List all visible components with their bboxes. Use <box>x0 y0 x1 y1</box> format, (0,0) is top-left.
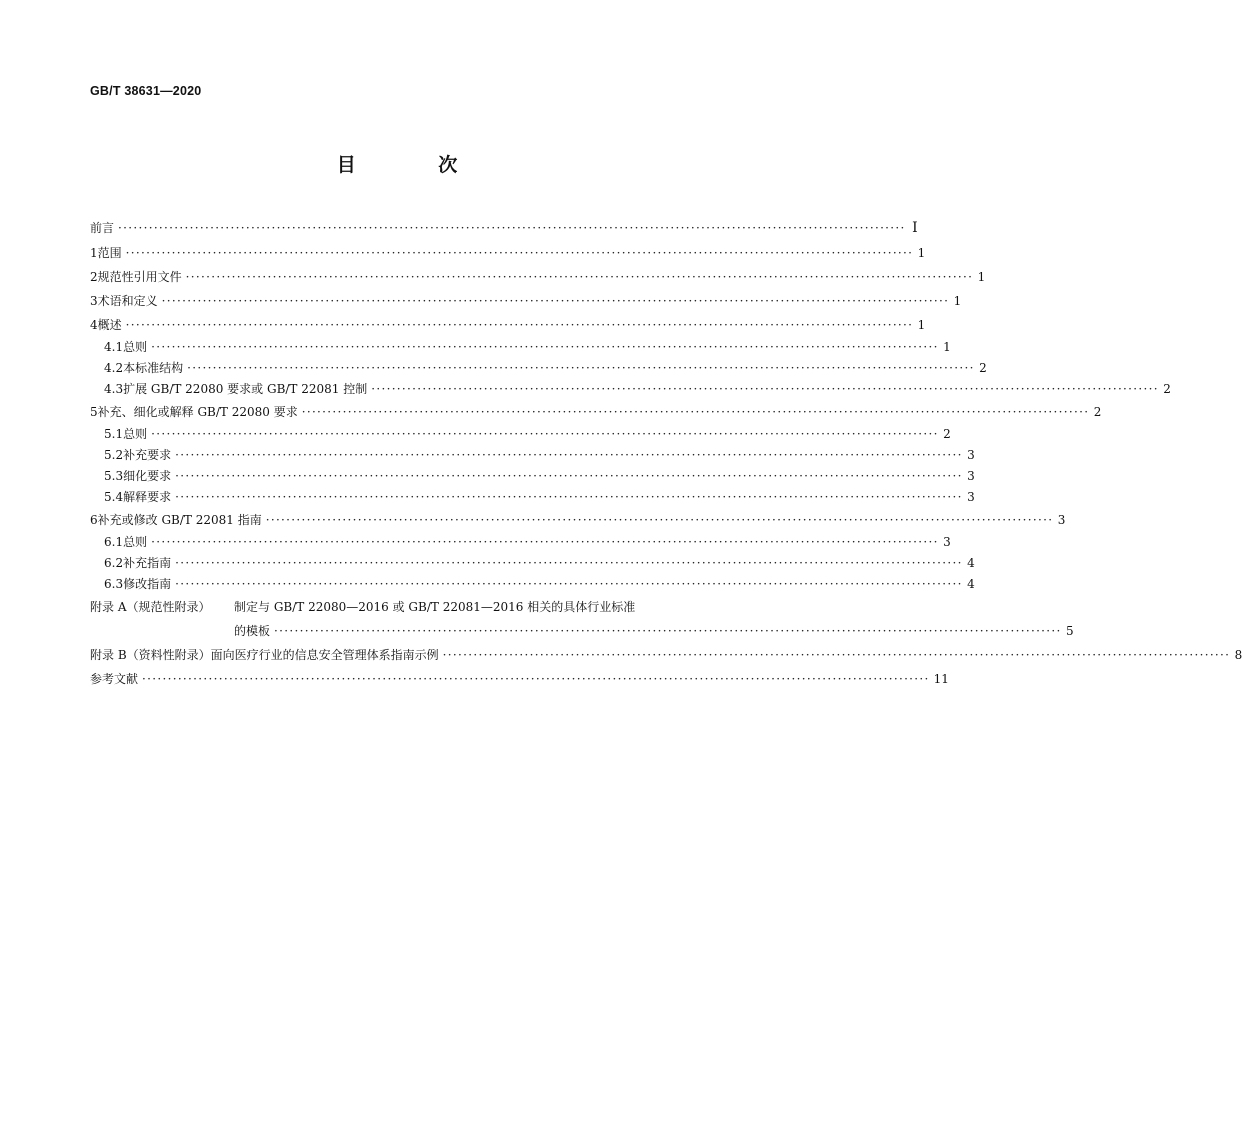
toc-number: 6.3 <box>104 577 124 591</box>
toc-entry-3[interactable] <box>90 289 962 313</box>
toc-entry-6-1[interactable] <box>90 532 951 553</box>
toc-page: 11 <box>933 672 949 686</box>
toc-number: 2 <box>90 270 98 284</box>
toc-label: 补充或修改 GB/T 22081 指南 <box>97 513 262 527</box>
toc-entry-5[interactable] <box>90 400 1102 424</box>
toc-entry-5-1[interactable] <box>90 424 951 445</box>
toc-page: 3 <box>967 469 975 483</box>
toc-entry-4-3[interactable] <box>90 379 1171 400</box>
toc-page: 5 <box>1066 624 1074 638</box>
toc-number: 4.2 <box>104 361 124 375</box>
toc-number: 4 <box>90 318 98 332</box>
toc-page: 1 <box>917 246 926 260</box>
toc-number: 4.3 <box>104 382 124 396</box>
toc-entry-6-3[interactable] <box>90 574 975 595</box>
toc-label: 前言 <box>90 221 115 235</box>
toc-number: 3 <box>90 294 98 308</box>
toc-page: 2 <box>1163 382 1171 396</box>
toc-leader: ·························································································································································· <box>371 382 1159 396</box>
toc-label: 总则 <box>123 535 148 549</box>
toc-number: 1 <box>90 246 98 260</box>
toc-leader: ·························································································································································· <box>142 672 930 686</box>
toc-entry-5-2[interactable] <box>90 445 975 466</box>
toc-leader: ·························································································································································· <box>187 361 975 375</box>
toc-number: 6.1 <box>104 535 124 549</box>
toc-label: 总则 <box>123 427 148 441</box>
toc-entry-annex-a-cont[interactable] <box>90 619 1074 643</box>
toc-label-continued: 的模板 <box>234 624 271 638</box>
toc-page: 1 <box>953 294 962 308</box>
toc-label: 本标准结构 <box>123 361 184 375</box>
toc-leader: ·························································································································································· <box>151 340 939 354</box>
toc-label: 面向医疗行业的信息安全管理体系指南示例 <box>210 648 439 662</box>
toc-number: 6 <box>90 513 98 527</box>
toc-label: 范围 <box>97 246 122 260</box>
toc-leader: ·························································································································································· <box>175 490 963 504</box>
toc-page: 3 <box>967 448 975 462</box>
toc-number: 4.1 <box>104 340 124 354</box>
toc-number: 5.1 <box>104 427 124 441</box>
toc-page: 2 <box>1093 405 1102 419</box>
toc-leader: ·························································································································································· <box>125 318 914 332</box>
toc-label: 概述 <box>97 318 122 332</box>
toc-entry-annex-b[interactable] <box>90 643 1242 667</box>
toc-number: 6.2 <box>104 556 124 570</box>
toc-number: 5 <box>90 405 98 419</box>
toc-entry-5-3[interactable] <box>90 466 975 487</box>
toc-number: 附录 A（规范性附录） <box>90 600 211 614</box>
toc-page: Ⅰ <box>912 220 918 236</box>
toc-leader: ·························································································································································· <box>125 246 914 260</box>
toc-entry-4-2[interactable] <box>90 358 987 379</box>
toc-label: 扩展 GB/T 22080 要求或 GB/T 22081 控制 <box>123 382 368 396</box>
toc-page: 8 <box>1234 648 1242 662</box>
toc-entry-5-4[interactable] <box>90 487 975 508</box>
toc-entry-4-1[interactable] <box>90 337 951 358</box>
toc-page: 1 <box>943 340 951 354</box>
toc-label: 补充要求 <box>123 448 172 462</box>
toc-entry-1[interactable] <box>90 241 926 265</box>
toc-leader: ·························································································································································· <box>274 624 1062 638</box>
table-of-contents <box>90 215 1242 691</box>
toc-label: 补充、细化或解释 GB/T 22080 要求 <box>97 405 298 419</box>
toc-label: 补充指南 <box>123 556 172 570</box>
toc-label: 解释要求 <box>123 490 172 504</box>
toc-entry-6-2[interactable] <box>90 553 975 574</box>
toc-label: 修改指南 <box>123 577 172 591</box>
toc-number: 5.4 <box>104 490 124 504</box>
toc-page: 2 <box>979 361 987 375</box>
toc-leader: ·························································································································································· <box>175 448 963 462</box>
toc-leader: ·························································································································································· <box>265 513 1054 527</box>
toc-leader: ·························································································································································· <box>118 221 906 235</box>
toc-leader: ·························································································································································· <box>175 556 963 570</box>
toc-leader: ·························································································································································· <box>151 427 939 441</box>
toc-label: 术语和定义 <box>97 294 158 308</box>
toc-label: 总则 <box>123 340 148 354</box>
page-title: 目 次 <box>336 154 496 176</box>
toc-page: 3 <box>967 490 975 504</box>
toc-leader: ·························································································································································· <box>442 648 1231 662</box>
toc-leader: ·························································································································································· <box>161 294 950 308</box>
toc-entry-6[interactable] <box>90 508 1066 532</box>
toc-page: 2 <box>943 427 951 441</box>
toc-page: 4 <box>967 556 975 570</box>
toc-number: 附录 B（资料性附录） <box>90 648 211 662</box>
toc-page: 1 <box>917 318 926 332</box>
toc-label: 规范性引用文件 <box>97 270 182 284</box>
standard-number: GB/T 38631—2020 <box>90 84 202 98</box>
toc-entry-bibliography[interactable] <box>90 667 949 691</box>
toc-number: 5.2 <box>104 448 124 462</box>
toc-label: 细化要求 <box>123 469 172 483</box>
toc-label: 参考文献 <box>90 672 139 686</box>
toc-page: 4 <box>967 577 975 591</box>
toc-leader: ·························································································································································· <box>175 469 963 483</box>
toc-page: 3 <box>943 535 951 549</box>
toc-leader: ·························································································································································· <box>175 577 963 591</box>
toc-number: 5.3 <box>104 469 124 483</box>
toc-entry-4[interactable] <box>90 313 926 337</box>
toc-leader: ·························································································································································· <box>301 405 1090 419</box>
toc-entry-foreword[interactable] <box>90 215 918 241</box>
toc-leader: ·························································································································································· <box>151 535 939 549</box>
toc-page: 1 <box>977 270 986 284</box>
toc-entry-annex-a[interactable] <box>90 595 703 619</box>
toc-entry-2[interactable] <box>90 265 986 289</box>
toc-page: 3 <box>1057 513 1066 527</box>
toc-leader: ·························································································································································· <box>185 270 974 284</box>
toc-label: 制定与 GB/T 22080—2016 或 GB/T 22081—2016 相关的具体行业标准 <box>234 600 636 614</box>
